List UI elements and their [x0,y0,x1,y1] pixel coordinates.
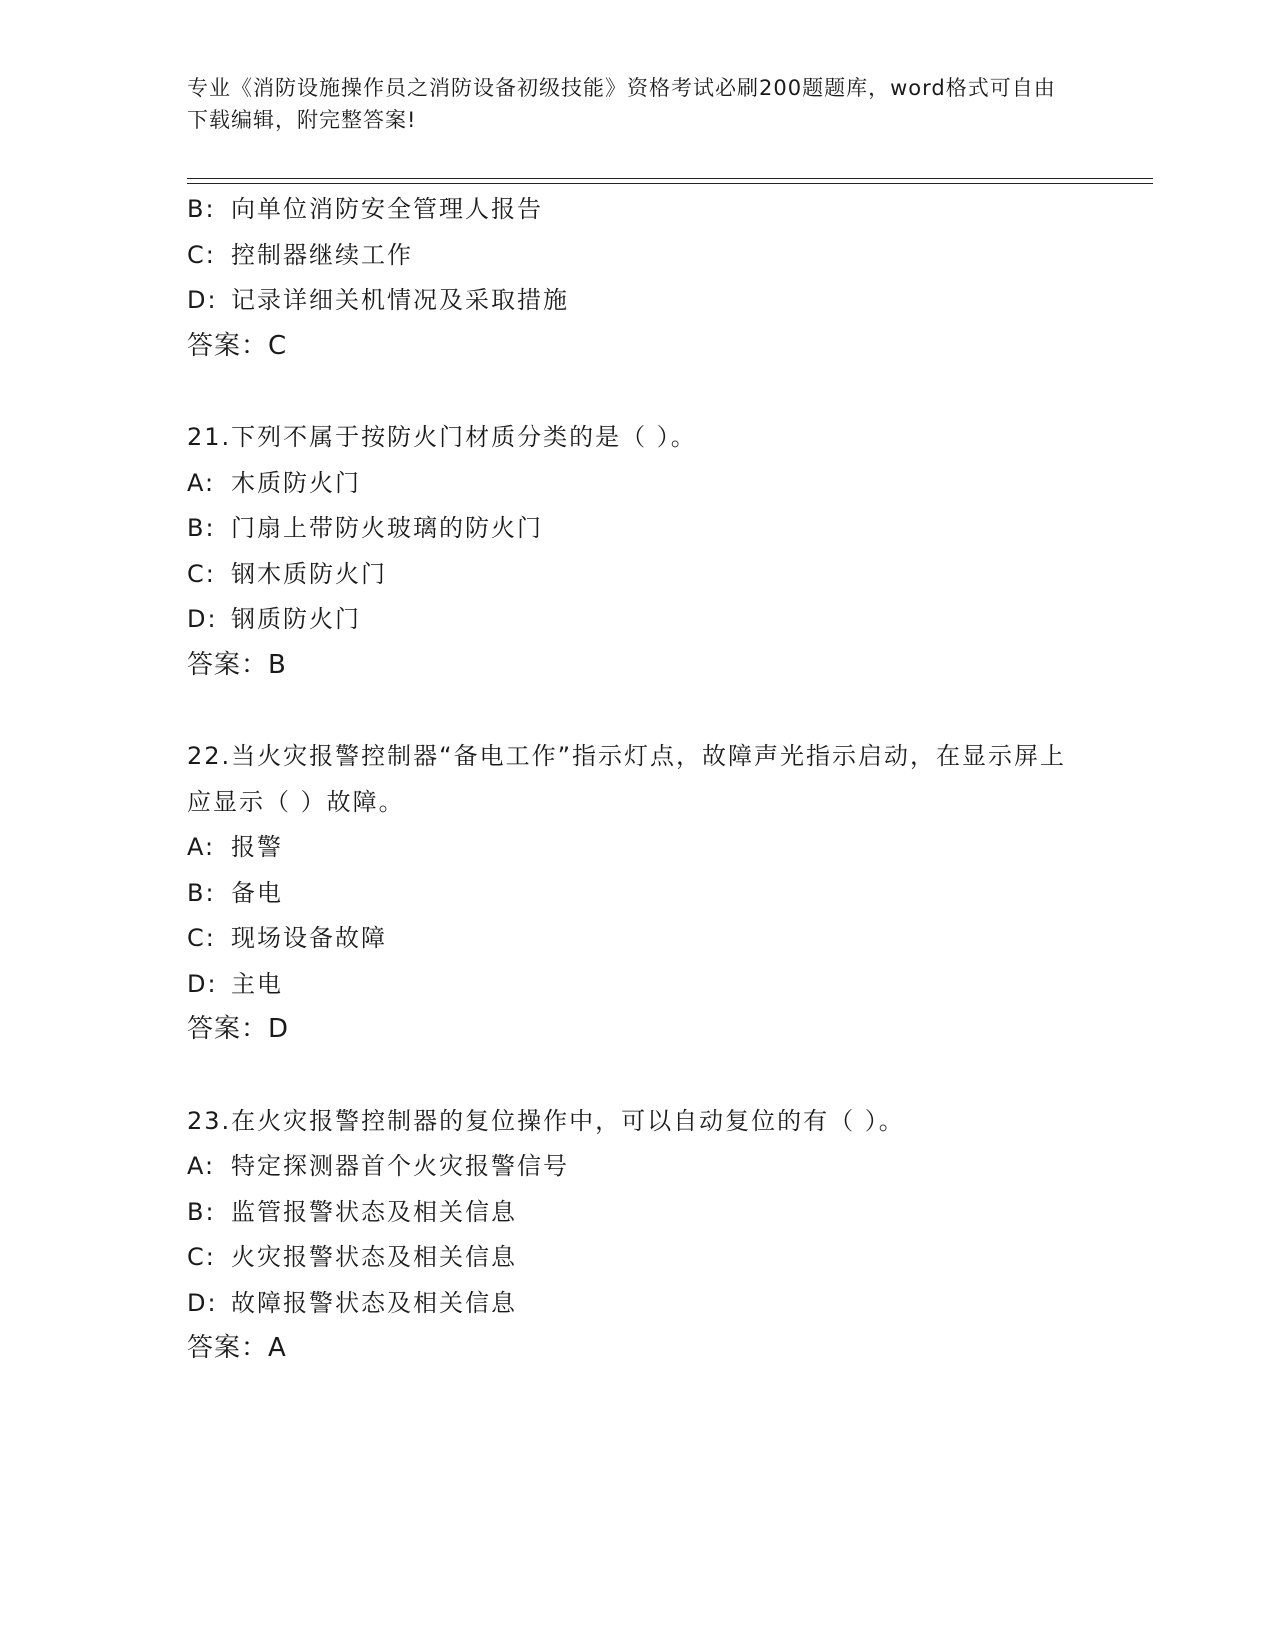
header-divider-top [187,178,1153,179]
option-label: D: [187,1288,218,1317]
question-block-22 [187,734,1087,1053]
option-text: 控制器继续工作 [231,240,413,269]
question-block-prev [187,187,1087,369]
option-label: B: [187,1197,216,1226]
question-title: 21.下列不属于按防火门材质分类的是（ ）。 [187,423,697,451]
option-a [187,825,1087,871]
question-title: 23.在火灾报警控制器的复位操作中，可以自动复位的有（ ）。 [187,1106,905,1135]
option-label: B: [187,878,216,907]
option-text: 钢质防火门 [231,605,361,633]
option-b [187,1190,1087,1236]
option-label: C: [187,240,216,269]
question-title: 22.当火灾报警控制器“备电工作”指示灯点，故障声光指示启动，在显示屏上应显示（ ）故障。 [187,742,1067,816]
question-block-23 [187,1099,1087,1372]
option-c [187,552,1087,598]
option-text: 故障报警状态及相关信息 [231,1288,517,1317]
option-c [187,1235,1087,1281]
option-text: 火灾报警状态及相关信息 [231,1243,517,1271]
option-text: 监管报警状态及相关信息 [231,1197,517,1226]
option-text: 门扇上带防火玻璃的防火门 [231,514,543,542]
option-b [187,871,1087,917]
question-block-21 [187,415,1087,688]
option-c [187,233,1087,279]
option-label: D: [187,969,218,998]
option-b [187,187,1087,233]
question-list [187,187,1087,1372]
option-d [187,597,1087,643]
option-text: 备电 [231,878,283,907]
option-text: 钢木质防火门 [231,559,387,588]
option-d [187,278,1087,324]
option-text: 向单位消防安全管理人报告 [231,195,543,223]
header-divider-bottom [187,183,1153,184]
option-label: A: [187,468,216,497]
option-label: C: [187,1243,216,1271]
option-label: A: [187,1152,216,1180]
answer-line: 答案：B [187,649,287,680]
option-text: 记录详细关机情况及采取措施 [231,286,569,314]
option-text: 主电 [231,969,283,998]
option-label: D: [187,286,218,314]
option-c [187,916,1087,962]
answer-line: 答案：D [187,1014,290,1044]
option-label: C: [187,924,216,952]
answer-line: 答案：C [187,330,288,361]
option-text: 现场设备故障 [231,924,387,952]
option-label: C: [187,559,216,588]
option-d [187,1281,1087,1327]
option-text: 木质防火门 [231,468,361,497]
option-label: B: [187,514,216,542]
answer-line: 答案：A [187,1333,287,1363]
option-label: A: [187,833,216,861]
option-a [187,1144,1087,1190]
option-b [187,506,1087,552]
option-a [187,461,1087,507]
option-label: D: [187,605,218,633]
document-header: 专业《消防设施操作员之消防设备初级技能》资格考试必刷200题题库，word格式可自由下载编辑，附完整答案! [187,76,1056,132]
option-text: 特定探测器首个火灾报警信号 [231,1152,569,1180]
option-text: 报警 [231,833,283,861]
option-label: B: [187,195,216,223]
option-d [187,962,1087,1008]
